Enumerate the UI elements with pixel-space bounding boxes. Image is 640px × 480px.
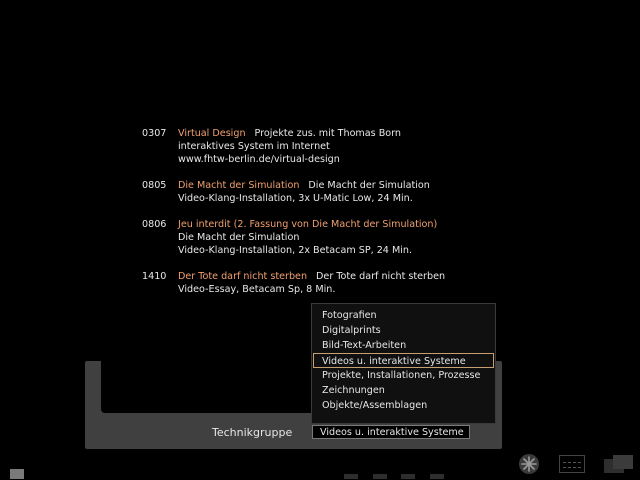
entry-line: www.fhtw-berlin.de/virtual-design: [178, 154, 340, 165]
asterisk-icon[interactable]: [518, 453, 540, 475]
technikgruppe-select[interactable]: Videos u. interaktive Systeme: [312, 425, 470, 439]
entry-subtitle: Der Tote darf nicht sterben: [316, 271, 446, 282]
entry-code: 1410: [142, 271, 167, 282]
option-digitalprints[interactable]: Digitalprints: [322, 325, 381, 336]
entry-line: Video-Essay, Betacam Sp, 8 Min.: [178, 284, 336, 295]
windows-icon-front: [613, 455, 633, 469]
page-dot-3[interactable]: [401, 474, 415, 479]
option-zeichnungen[interactable]: Zeichnungen: [322, 385, 385, 396]
entry-line: Video-Klang-Installation, 3x U-Matic Low, 24 Min.: [178, 193, 413, 204]
option-fotografien[interactable]: Fotografien: [322, 310, 377, 321]
entry-title[interactable]: Virtual Design: [178, 128, 246, 139]
page-dot-2[interactable]: [373, 474, 387, 479]
corner-button[interactable]: [10, 469, 24, 479]
entry-title[interactable]: Die Macht der Simulation: [178, 180, 300, 191]
option-objekte-assemblagen[interactable]: Objekte/Assemblagen: [322, 400, 428, 411]
entry-title[interactable]: Der Tote darf nicht sterben: [178, 271, 308, 282]
entry-title[interactable]: Jeu interdit (2. Fassung von Die Macht der Simulation): [178, 219, 438, 230]
option-projekte-installationen-prozesse[interactable]: Projekte, Installationen, Prozesse: [322, 370, 481, 381]
entry-line: Video-Klang-Installation, 2x Betacam SP, 24 Min.: [178, 245, 413, 256]
entry-code: 0806: [142, 219, 167, 230]
entry-code: 0805: [142, 180, 167, 191]
entry-line: Die Macht der Simulation: [178, 232, 300, 243]
page-dot-4[interactable]: [430, 474, 444, 479]
option-bild-text-arbeiten[interactable]: Bild-Text-Arbeiten: [322, 340, 407, 351]
entry-line: interaktives System im Internet: [178, 141, 330, 152]
page-dot-1[interactable]: [344, 474, 358, 479]
entry-code: 0307: [142, 128, 167, 139]
technikgruppe-label: Technikgruppe: [212, 426, 293, 439]
technikgruppe-dropdown: [311, 303, 496, 424]
filmstrip-icon[interactable]: [559, 455, 585, 473]
option-videos-interaktive-systeme[interactable]: Videos u. interaktive Systeme: [313, 353, 494, 368]
entry-subtitle: Projekte zus. mit Thomas Born: [254, 128, 402, 139]
entry-subtitle: Die Macht der Simulation: [308, 180, 430, 191]
